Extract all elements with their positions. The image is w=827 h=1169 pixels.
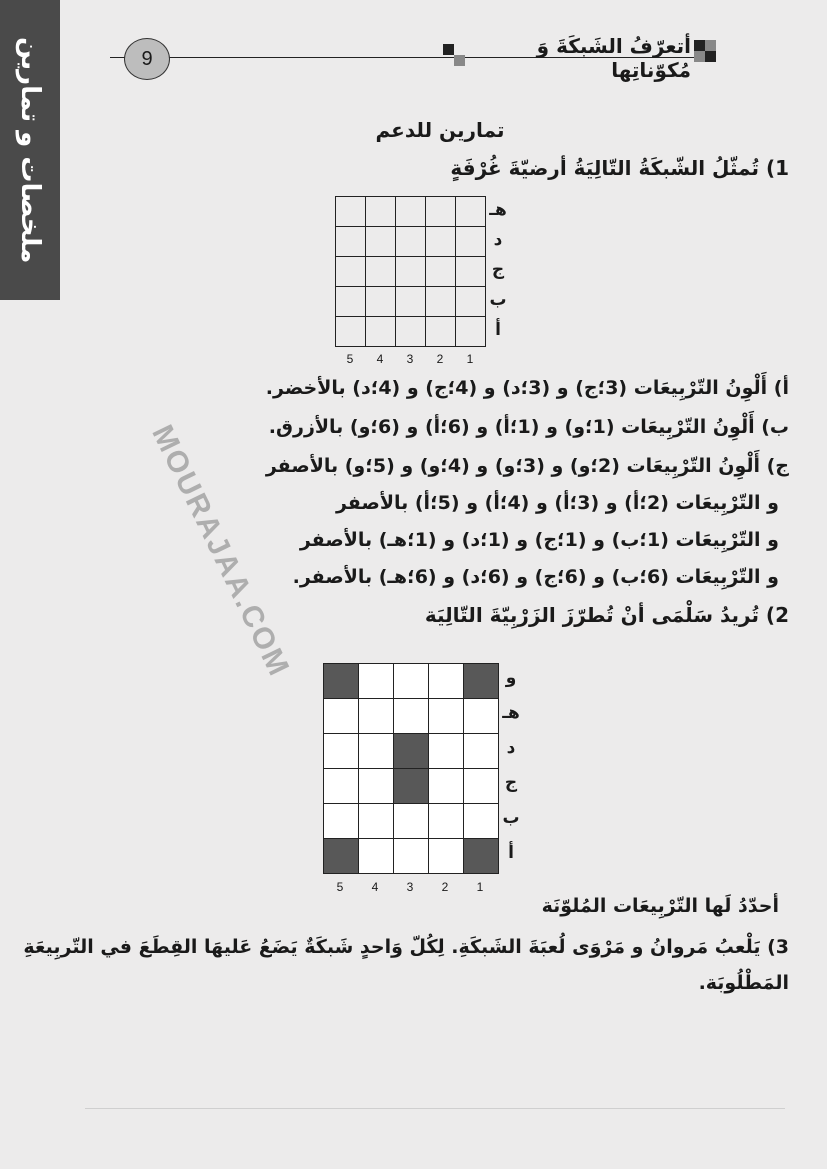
grid1-row-label: أ (495, 320, 501, 340)
grid-cell (359, 734, 394, 769)
grid-cell (464, 699, 499, 734)
filled-cell (324, 839, 359, 874)
grid1-row-label: ب (489, 290, 507, 310)
grid1-col-label: 3 (406, 352, 414, 366)
header-decoration-square (443, 44, 454, 55)
grid-cell (456, 257, 486, 287)
exercise-1-line-c2: و التّرْبِيعَات (2؛أ) و (3؛أ) و (4؛أ) و (5؛أ) بالأصفر (335, 492, 779, 514)
grid-cell (456, 317, 486, 347)
grid-cell (366, 197, 396, 227)
grid-cell (429, 699, 464, 734)
grid-cell (429, 769, 464, 804)
exercise-3-line-2: المَطْلُوبَة. (698, 972, 789, 994)
grid2-col-label: 5 (336, 880, 344, 894)
exercise-1-line-c: ج) أَلْوِنُ التّرْبِيعَات (2؛و) و (3؛و) و (4؛و) و (5؛و) بالأصفر (265, 455, 789, 477)
header-decoration-square (694, 40, 705, 51)
section-title: تمارين للدعم (375, 118, 505, 142)
grid-cell (456, 227, 486, 257)
grid1-col-label: 1 (466, 352, 474, 366)
grid2-row-label: أ (508, 843, 514, 863)
sidebar-tab (0, 0, 60, 300)
grid-cell (359, 839, 394, 874)
header-decoration-square (705, 40, 716, 51)
grid-cell (394, 804, 429, 839)
grid-cell (324, 804, 359, 839)
footer-rule (85, 1108, 785, 1109)
grid-cell (336, 227, 366, 257)
grid-cell (429, 664, 464, 699)
grid-cell (429, 839, 464, 874)
grid-cell (394, 699, 429, 734)
grid-cell (336, 197, 366, 227)
grid-cell (396, 227, 426, 257)
rug-grid (323, 663, 499, 874)
grid1-row-label: د (493, 230, 503, 250)
grid-cell (359, 664, 394, 699)
grid-cell (426, 317, 456, 347)
grid1-col-label: 5 (346, 352, 354, 366)
grid2-row-label: د (506, 738, 516, 758)
exercise-1-line-c3: و التّرْبِيعَات (1؛ب) و (1؛ج) و (1؛د) و (1؛هـ) بالأصفر (299, 529, 779, 551)
exercise-1-prompt: 1) تُمثّلُ الشّبكَةُ التّالِيَةُ أرضيّةَ غُرْفَةٍ (450, 156, 789, 180)
grid-cell (396, 197, 426, 227)
grid-cell (464, 769, 499, 804)
grid2-col-label: 2 (441, 880, 449, 894)
grid-cell (426, 257, 456, 287)
grid-cell (336, 287, 366, 317)
exercise-1-line-a: أ) أَلْوِنُ التّرْبِيعَات (3؛ج) و (3؛د) و (4؛ج) و (4؛د) بالأخضر. (265, 377, 789, 399)
grid2-row-label: هـ (502, 703, 520, 723)
filled-cell (324, 664, 359, 699)
grid-cell (359, 769, 394, 804)
grid-cell (429, 804, 464, 839)
grid-cell (324, 734, 359, 769)
grid-cell (366, 257, 396, 287)
grid1-row-label: هـ (489, 200, 507, 220)
grid-cell (394, 839, 429, 874)
grid-cell (359, 699, 394, 734)
grid-cell (366, 287, 396, 317)
grid1-row-label: ج (491, 260, 505, 280)
grid-cell (464, 734, 499, 769)
header-decoration-square (705, 51, 716, 62)
grid-cell (426, 227, 456, 257)
exercise-2-instruction: أحدّدُ لَها التّرْبِيعَات المُلوّنَة (541, 895, 779, 917)
grid-cell (396, 257, 426, 287)
grid-cell (336, 317, 366, 347)
grid-cell (359, 804, 394, 839)
filled-cell (464, 839, 499, 874)
grid2-row-label: و (505, 668, 517, 688)
grid-cell (464, 804, 499, 839)
grid-cell (429, 734, 464, 769)
header-decoration-square (454, 55, 465, 66)
grid-cell (324, 699, 359, 734)
exercise-1-line-c4: و التّرْبِيعَات (6؛ب) و (6؛ج) و (6؛د) و (6؛هـ) بالأصفر. (292, 566, 779, 588)
grid2-row-label: ج (504, 773, 518, 793)
watermark: MOURAJAA.COM (145, 420, 296, 683)
grid-cell (456, 287, 486, 317)
filled-cell (394, 734, 429, 769)
grid-cell (426, 197, 456, 227)
grid-cell (366, 317, 396, 347)
grid1-col-label: 4 (376, 352, 384, 366)
grid-cell (394, 664, 429, 699)
grid-cell (396, 317, 426, 347)
grid2-col-label: 1 (476, 880, 484, 894)
grid2-col-label: 4 (371, 880, 379, 894)
filled-cell (394, 769, 429, 804)
unit-title: أتعرّفُ الشَبكَةَ وَ مُكوّناتِها (536, 34, 691, 82)
grid-cell (366, 227, 396, 257)
filled-cell (464, 664, 499, 699)
grid-cell (396, 287, 426, 317)
exercise-1-line-b: ب) أَلْوِنُ التّرْبِيعَات (1؛و) و (1؛أ) و (6؛أ) و (6؛و) بالأزرق. (268, 416, 789, 438)
grid1-col-label: 2 (436, 352, 444, 366)
header-decoration-square (694, 51, 705, 62)
grid-cell (324, 769, 359, 804)
grid-cell (456, 197, 486, 227)
exercise-3-line-1: 3) يَلْعبُ مَروانُ و مَرْوَى لُعبَةَ الشَبكَةِ. لِكُلّ وَاحدٍ شَبكَةٌ يَضَعُ عَليهَا القِطَعَ في التّربِيعَةِ (23, 936, 789, 958)
sidebar-label: ملخصات و تمارين (15, 36, 45, 264)
exercise-2-prompt: 2) تُريدُ سَلْمَى أنْ تُطرّزَ الزَرْبِيّةَ التّالِيَة (424, 603, 789, 627)
grid2-col-label: 3 (406, 880, 414, 894)
page-number: 9 (124, 38, 170, 80)
grid-cell (336, 257, 366, 287)
floor-grid (335, 196, 486, 347)
grid2-row-label: ب (502, 808, 520, 828)
grid-cell (426, 287, 456, 317)
